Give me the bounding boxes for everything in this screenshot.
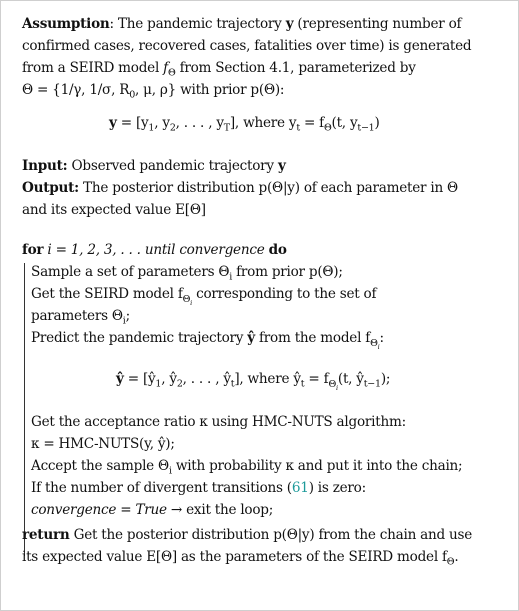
- return-line-2: its expected value E[Θ] as the parameters of the SEIRD model $f_\Theta$.: [22, 549, 459, 568]
- input-line: Input: Observed pandemic trajectory y: [22, 158, 286, 174]
- assumption-line-2: confirmed cases, recovered cases, fatalities over time) is generated: [22, 38, 472, 54]
- loop-step-7: If the number of divergent transitions (61) is zero:: [31, 480, 366, 496]
- assumption-label: Assumption: [22, 16, 110, 32]
- loop-step-8: convergence = True → exit the loop;: [31, 502, 274, 518]
- loop-body-bar: [24, 263, 25, 556]
- loop-step-4: Get the acceptance ratio κ using HMC-NUTS algorithm:: [31, 414, 406, 430]
- output-line-2: and its expected value E[Θ]: [22, 202, 206, 218]
- citation-link[interactable]: 61: [291, 480, 309, 496]
- assumption-line-4: Θ = {1/γ, 1/σ, $R_0$, μ, ρ} with prior p(Θ):: [22, 82, 285, 101]
- loop-step-2-cont: parameters $\Theta_i$;: [31, 308, 130, 327]
- loop-step-5: κ = HMC-NUTS(y, ŷ);: [31, 436, 175, 452]
- input-label: Input:: [22, 158, 68, 174]
- loop-equation: ŷ = [$ŷ_1$, $ŷ_2$, . . . , $ŷ_t$], where $ŷ_t = f_{\Theta_i}(t$, $ŷ_{t-1}$);: [116, 371, 391, 392]
- loop-step-1: Sample a set of parameters $\Theta_i$ from prior p(Θ);: [31, 264, 343, 283]
- return-line-1: return Get the posterior distribution p(Θ|y) from the chain and use: [22, 527, 473, 543]
- assumption-line-3: from a SEIRD model $f_\Theta$ from Section 4.1, parameterized by: [22, 60, 416, 79]
- loop-step-3: Predict the pandemic trajectory ŷ from the model $f_{\Theta_i}$:: [31, 330, 384, 351]
- loop-header: for i = 1, 2, 3, . . . until convergence do: [22, 242, 287, 258]
- loop-step-6: Accept the sample $\Theta_i$ with probability κ and put it into the chain;: [31, 458, 463, 477]
- output-label: Output:: [22, 180, 79, 196]
- assumption-line-1: Assumption: The pandemic trajectory y (representing number of: [22, 16, 462, 32]
- loop-step-2: Get the SEIRD model $f_{\Theta_i}$ corresponding to the set of: [31, 286, 377, 307]
- output-line-1: Output: The posterior distribution p(Θ|y) of each parameter in Θ: [22, 180, 458, 196]
- assumption-equation: $y = [y_1$, $y_2$, . . . , $y_T$], where $y_t = f_\Theta(t$, $y_{t-1}$): [109, 115, 380, 134]
